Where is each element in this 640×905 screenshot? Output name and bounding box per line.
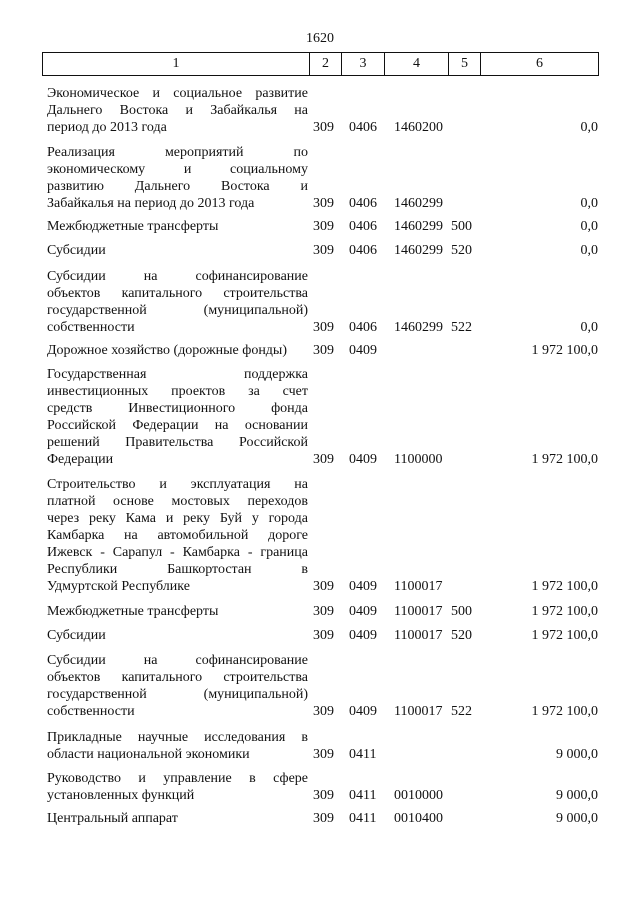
row-ministry-code: 309 (313, 628, 334, 643)
row-name-line: Экономическое и социальное развитие (47, 86, 308, 101)
row-section-code: 0409 (349, 343, 377, 358)
row-ministry-code: 309 (313, 604, 334, 619)
row-amount: 1 972 100,0 (531, 343, 598, 358)
row-name (47, 729, 308, 763)
row-name-line: Камбарка на автомобильной дороге (47, 528, 308, 543)
row-section-code: 0406 (349, 243, 377, 258)
row-name-line: собственности (47, 320, 135, 335)
row-name-line: государственной (муниципальной) (47, 687, 308, 702)
row-name-line: Центральный аппарат (47, 811, 178, 826)
row-amount: 1 972 100,0 (531, 604, 598, 619)
row-target-code: 1100017 (394, 628, 443, 643)
row-name-line: Удмуртской Республике (47, 579, 190, 594)
row-target-code: 1100017 (394, 579, 443, 594)
row-name-line: Строительство и эксплуатация на (47, 477, 308, 492)
row-name (47, 242, 308, 259)
page-number: 1620 (306, 31, 334, 46)
row-ministry-code: 309 (313, 452, 334, 467)
row-name-line: Республики Башкортостан в (47, 562, 308, 577)
row-amount: 0,0 (580, 120, 598, 135)
row-name-line: области национальной экономики (47, 747, 250, 762)
row-name-line: Межбюджетные трансферты (47, 604, 219, 619)
row-amount: 1 972 100,0 (531, 628, 598, 643)
row-target-code: 1460200 (394, 120, 443, 135)
row-target-code: 1100017 (394, 704, 443, 719)
row-amount: 1 972 100,0 (531, 579, 598, 594)
row-target-code: 1100017 (394, 604, 443, 619)
row-name-line: Дальнего Востока и Забайкалья на (47, 103, 308, 118)
row-amount: 0,0 (580, 320, 598, 335)
row-name-line: через реку Кама и реку Буй у города (47, 511, 308, 526)
row-name-line: Субсидии на софинансирование (47, 653, 308, 668)
row-section-code: 0409 (349, 628, 377, 643)
row-ministry-code: 309 (313, 219, 334, 234)
row-expense-type: 520 (451, 628, 472, 643)
row-name (47, 770, 308, 804)
row-amount: 1 972 100,0 (531, 704, 598, 719)
row-name (47, 810, 308, 827)
row-name-line: Забайкалья на период до 2013 года (47, 196, 255, 211)
row-name-line: объектов капитального строительства (47, 286, 308, 301)
row-ministry-code: 309 (313, 196, 334, 211)
row-name (47, 366, 308, 468)
row-name-line: установленных функций (47, 788, 195, 803)
row-amount: 9 000,0 (556, 811, 598, 826)
row-target-code: 1460299 (394, 320, 443, 335)
row-section-code: 0409 (349, 579, 377, 594)
row-name-line: Ижевск - Сарапул - Камбарка - граница (47, 545, 308, 560)
column-header-6: 6 (481, 53, 599, 76)
row-name-line: платной основе мостовых переходов (47, 494, 308, 509)
row-expense-type: 522 (451, 704, 472, 719)
row-amount: 1 972 100,0 (531, 452, 598, 467)
column-header-5: 5 (449, 53, 481, 76)
row-ministry-code: 309 (313, 747, 334, 762)
row-amount: 0,0 (580, 196, 598, 211)
row-section-code: 0409 (349, 452, 377, 467)
row-name-line: объектов капитального строительства (47, 670, 308, 685)
column-header-row (43, 53, 599, 76)
row-name-line: Российской Федерации на основании (47, 418, 308, 433)
row-ministry-code: 309 (313, 320, 334, 335)
column-header-3: 3 (342, 53, 385, 76)
row-amount: 9 000,0 (556, 788, 598, 803)
row-section-code: 0411 (349, 788, 377, 803)
row-name (47, 144, 308, 212)
column-header-table (42, 52, 599, 76)
row-target-code: 0010000 (394, 788, 443, 803)
row-name (47, 603, 308, 620)
row-name-line: Федерации (47, 452, 114, 467)
row-ministry-code: 309 (313, 120, 334, 135)
row-name (47, 652, 308, 720)
row-name (47, 476, 308, 595)
row-name-line: решений Правительства Российской (47, 435, 308, 450)
row-amount: 9 000,0 (556, 747, 598, 762)
row-name-line: развитию Дальнего Востока и (47, 179, 308, 194)
column-header-1: 1 (43, 53, 310, 76)
row-section-code: 0406 (349, 196, 377, 211)
row-section-code: 0409 (349, 704, 377, 719)
row-name (47, 342, 308, 359)
row-name-line: Дорожное хозяйство (дорожные фонды) (47, 343, 288, 358)
row-name-line: Государственная поддержка (47, 367, 308, 382)
row-target-code: 0010400 (394, 811, 443, 826)
row-name-line: собственности (47, 704, 135, 719)
row-section-code: 0411 (349, 747, 377, 762)
row-expense-type: 500 (451, 604, 472, 619)
row-section-code: 0409 (349, 604, 377, 619)
row-name-line: средств Инвестиционного фонда (47, 401, 308, 416)
row-name-line: Межбюджетные трансферты (47, 219, 219, 234)
row-name-line: инвестиционных проектов за счет (47, 384, 308, 399)
row-section-code: 0406 (349, 219, 377, 234)
row-section-code: 0406 (349, 120, 377, 135)
row-target-code: 1460299 (394, 243, 443, 258)
row-name-line: Руководство и управление в сфере (47, 771, 308, 786)
row-expense-type: 500 (451, 219, 472, 234)
row-target-code: 1460299 (394, 219, 443, 234)
row-section-code: 0411 (349, 811, 377, 826)
row-expense-type: 522 (451, 320, 472, 335)
row-target-code: 1100000 (394, 452, 443, 467)
row-name-line: государственной (муниципальной) (47, 303, 308, 318)
row-name-line: период до 2013 года (47, 120, 167, 135)
row-name (47, 268, 308, 336)
row-amount: 0,0 (580, 243, 598, 258)
row-name (47, 218, 308, 235)
row-amount: 0,0 (580, 219, 598, 234)
column-header-4: 4 (385, 53, 449, 76)
row-name-line: Субсидии (47, 243, 106, 258)
row-ministry-code: 309 (313, 579, 334, 594)
row-ministry-code: 309 (313, 788, 334, 803)
row-name-line: Субсидии на софинансирование (47, 269, 308, 284)
row-expense-type: 520 (451, 243, 472, 258)
column-header-2: 2 (310, 53, 342, 76)
row-ministry-code: 309 (313, 704, 334, 719)
row-name-line: экономическому и социальному (47, 162, 308, 177)
row-ministry-code: 309 (313, 343, 334, 358)
row-section-code: 0406 (349, 320, 377, 335)
row-ministry-code: 309 (313, 243, 334, 258)
row-name (47, 85, 308, 136)
row-name-line: Субсидии (47, 628, 106, 643)
row-ministry-code: 309 (313, 811, 334, 826)
row-target-code: 1460299 (394, 196, 443, 211)
row-name-line: Реализация мероприятий по (47, 145, 308, 160)
row-name-line: Прикладные научные исследования в (47, 730, 308, 745)
row-name (47, 627, 308, 644)
